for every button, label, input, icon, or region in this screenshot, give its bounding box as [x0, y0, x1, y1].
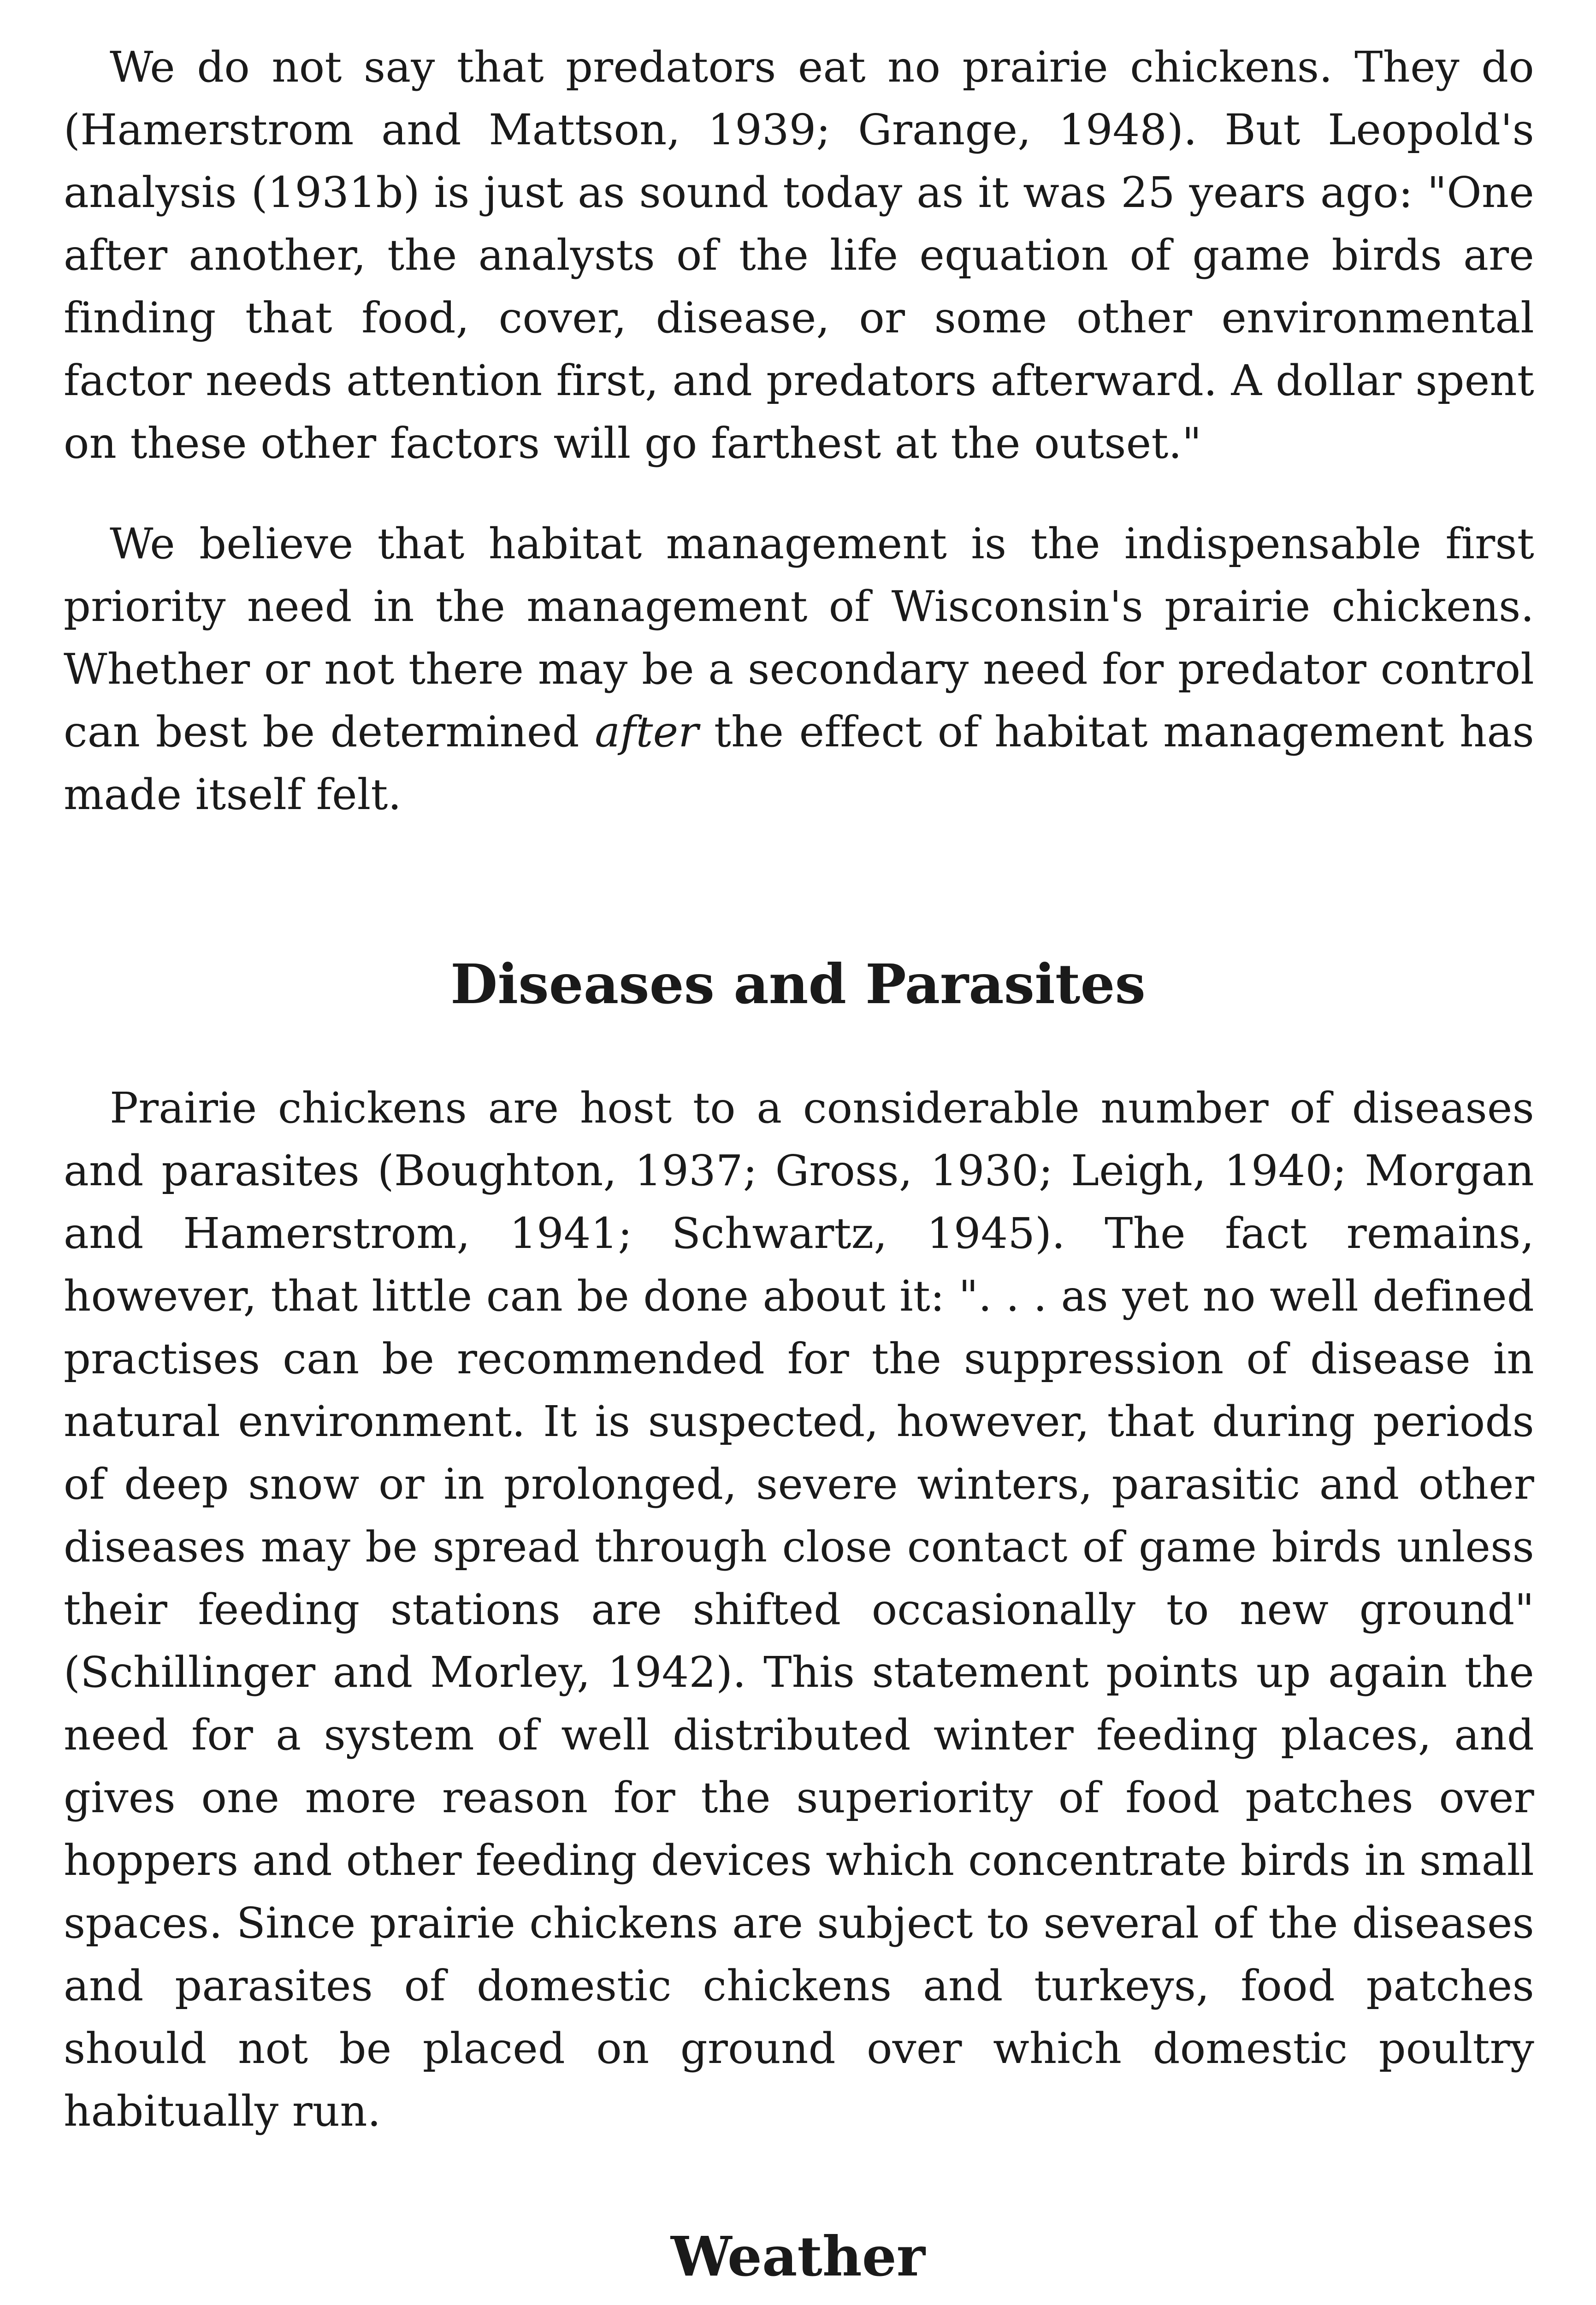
emphasis-after: after: [595, 707, 699, 757]
heading-diseases-and-parasites: Diseases and Parasites: [450, 952, 1146, 1016]
paragraph-habitat-priority-text: We believe that habitat management is the indispensable first priority need in the management of Wisconsin's prairie chickens. Whether or not there may be a secondary need for predator control can best be determined: [64, 519, 1534, 757]
paragraph-diseases-text: Prairie chickens are host to a considerable number of diseases and parasites (Boughton, 1937; Gross, 1930; Leigh, 1940; Morgan and Hamerstrom, 1941; Schwartz, 1945). The fact remains, however, that little can be done about it: ". . . as yet no well defined practises can be recommended for the suppression of disease in natural environment. It is suspected, however, that during periods of deep snow or in prolonged, severe winters, parasitic and other diseases may be spread through close contact of game birds unless their feeding stations are shifted occasionally to new ground" (Schillinger and Morley, 1942). This statement points up again the need for a system of well distributed winter feeding places, and gives one more reason for the superiority of food patches over hoppers and other feeding devices which concentrate birds in small spaces. Since prairie chickens are subject to several of the diseases and parasites of domestic chickens and turkeys, food patches should not be placed on ground over which domestic poultry habitually run.: [64, 1083, 1534, 2136]
paragraph-predators-text: We do not say that predators eat no prairie chickens. They do (Hamerstrom and Mattson, 1939; Grange, 1948). But Leopold's analysis (1931b) is just as sound today as it was 25 years ago: "One after another, the analysts of the life equation of game birds are finding that food, cover, disease, or some other environmental factor needs attention first, and predators afterward. A dollar spent on these other factors will go farthest at the outset.": [64, 42, 1534, 468]
heading-weather: Weather: [671, 2224, 925, 2288]
paragraph-diseases: [64, 1077, 1534, 2143]
paragraph-habitat-priority-text-end: the effect of habitat management has made itself felt.: [64, 707, 1534, 819]
paragraph-predators: [64, 36, 1534, 475]
paragraph-habitat-priority: [64, 513, 1534, 826]
